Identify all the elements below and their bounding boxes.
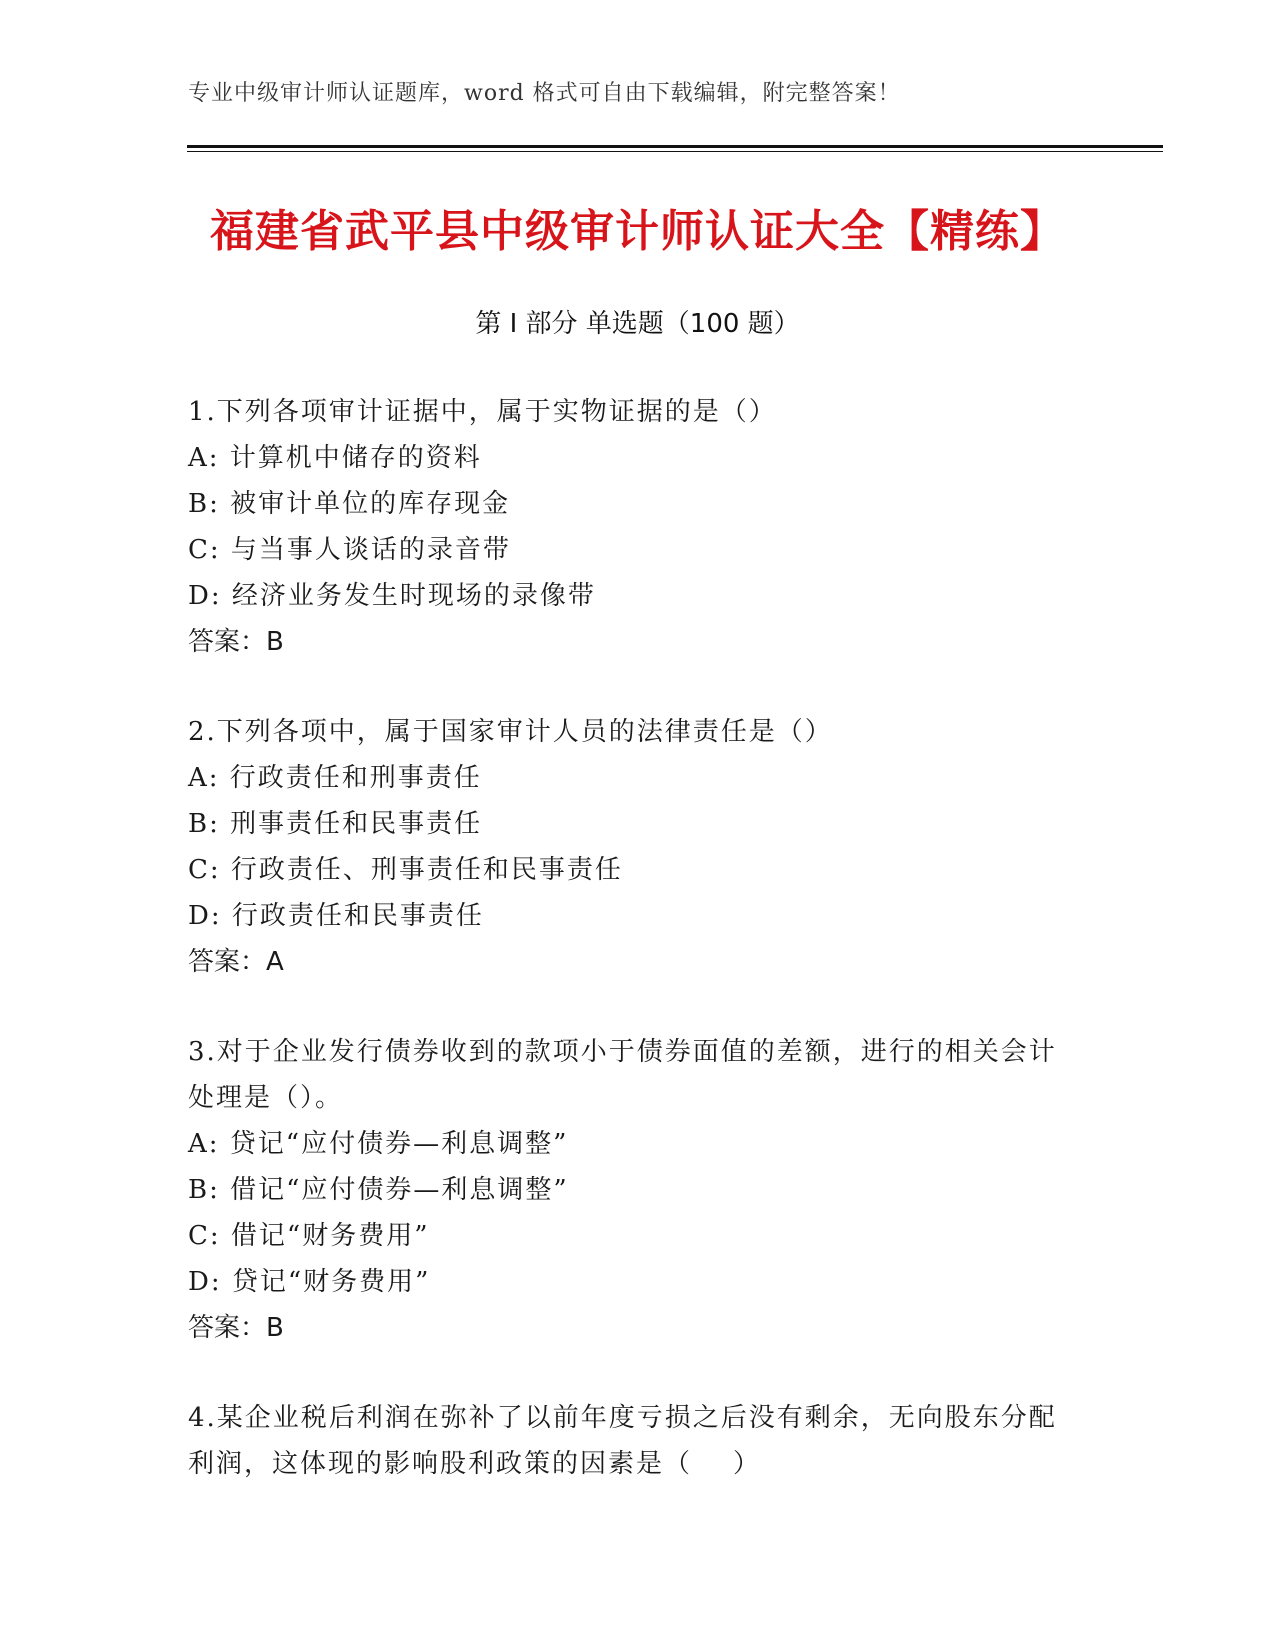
question-stem: 4.某企业税后利润在弥补了以前年度亏损之后没有剩余，无向股东分配利润，这体现的影响股利政策的因素是（ ） <box>188 1403 1057 1479</box>
document-title: 福建省武平县中级审计师认证大全【精练】 <box>210 206 1065 257</box>
option-d: D: 经济业务发生时现场的录像带 <box>188 581 596 611</box>
option-b: B: 刑事责任和民事责任 <box>188 809 483 839</box>
answer: 答案：B <box>188 627 284 657</box>
option-d: D: 贷记“财务费用” <box>188 1267 431 1297</box>
option-b: B: 被审计单位的库存现金 <box>188 489 511 519</box>
option-c: C: 与当事人谈话的录音带 <box>188 535 511 565</box>
question-stem: 1.下列各项审计证据中，属于实物证据的是（） <box>188 397 777 427</box>
section-title: 第 I 部分 单选题（100 题） <box>475 309 800 339</box>
question-2 <box>188 709 1068 985</box>
question-stem: 2.下列各项中，属于国家审计人员的法律责任是（） <box>188 717 833 747</box>
page-header: 专业中级审计师认证题库，word 格式可自由下载编辑，附完整答案！ <box>188 81 901 106</box>
header-rule-thin <box>187 151 1163 152</box>
option-b: B: 借记“应付债券—利息调整” <box>188 1175 569 1205</box>
option-a: A: 计算机中储存的资料 <box>188 443 482 473</box>
option-c: C: 借记“财务费用” <box>188 1221 430 1251</box>
answer: 答案：A <box>188 947 284 977</box>
header-rule-thick <box>187 145 1163 148</box>
question-3 <box>188 1029 1068 1351</box>
question-list <box>188 389 1068 1531</box>
option-c: C: 行政责任、刑事责任和民事责任 <box>188 855 623 885</box>
option-a: A: 行政责任和刑事责任 <box>188 763 482 793</box>
question-stem: 3.对于企业发行债券收到的款项小于债券面值的差额，进行的相关会计处理是（）。 <box>188 1037 1057 1113</box>
option-d: D: 行政责任和民事责任 <box>188 901 484 931</box>
question-1 <box>188 389 1068 665</box>
question-4 <box>188 1395 1068 1487</box>
option-a: A: 贷记“应付债券—利息调整” <box>188 1129 569 1159</box>
answer: 答案：B <box>188 1313 284 1343</box>
